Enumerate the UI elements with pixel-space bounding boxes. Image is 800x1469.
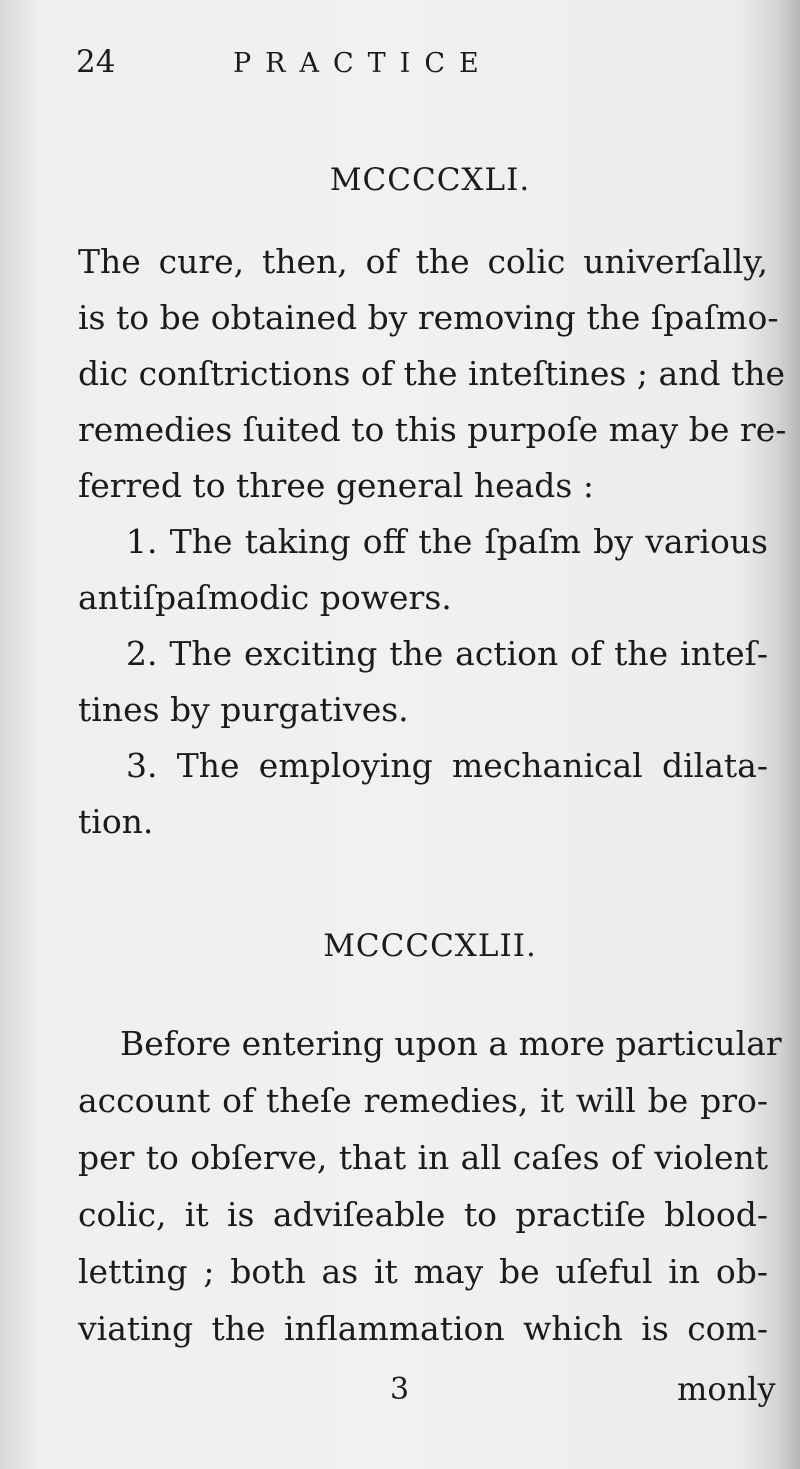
list-item-2: 2. The exciting the action of the inteſ-: [126, 634, 768, 673]
text-line: antiſpaſmodic powers.: [78, 578, 452, 617]
catchword: monly: [677, 1370, 776, 1408]
section-heading-mccccxli: MCCCCXLI.: [329, 162, 531, 198]
text-line: colic, it is adviſeable to practiſe blood-: [78, 1195, 768, 1234]
text-line: remedies ſuited to this purpoſe may be re-: [78, 410, 787, 449]
text-line: is to be obtained by removing the ſpaſmo-: [78, 298, 779, 337]
text-line: account of theſe remedies, it will be pro-: [78, 1081, 768, 1120]
list-item-1: 1. The taking off the ſpaſm by various: [126, 522, 768, 561]
text-line: letting ; both as it may be uſeful in ob-: [78, 1252, 768, 1291]
page-header: [0, 0, 800, 110]
page-number: 24: [76, 44, 116, 80]
text-line: viating the inflammation which is com-: [78, 1309, 768, 1348]
running-head: PRACTICE: [233, 48, 493, 79]
text-line: ferred to three general heads :: [78, 466, 594, 505]
signature-mark: 3: [390, 1372, 410, 1407]
text-line: tion.: [78, 802, 154, 841]
text-line: per to obſerve, that in all caſes of violent: [78, 1138, 768, 1177]
text-line: dic conſtrictions of the inteſtines ; and the: [78, 354, 786, 393]
section-heading-mccccxlii: MCCCCXLII.: [323, 928, 537, 964]
text-line: Before entering upon a more particular: [120, 1024, 782, 1063]
text-line: tines by purgatives.: [78, 690, 409, 729]
text-line: The cure, then, of the colic univerſally,: [78, 242, 768, 281]
list-item-3: 3. The employing mechanical dilata-: [126, 746, 768, 785]
